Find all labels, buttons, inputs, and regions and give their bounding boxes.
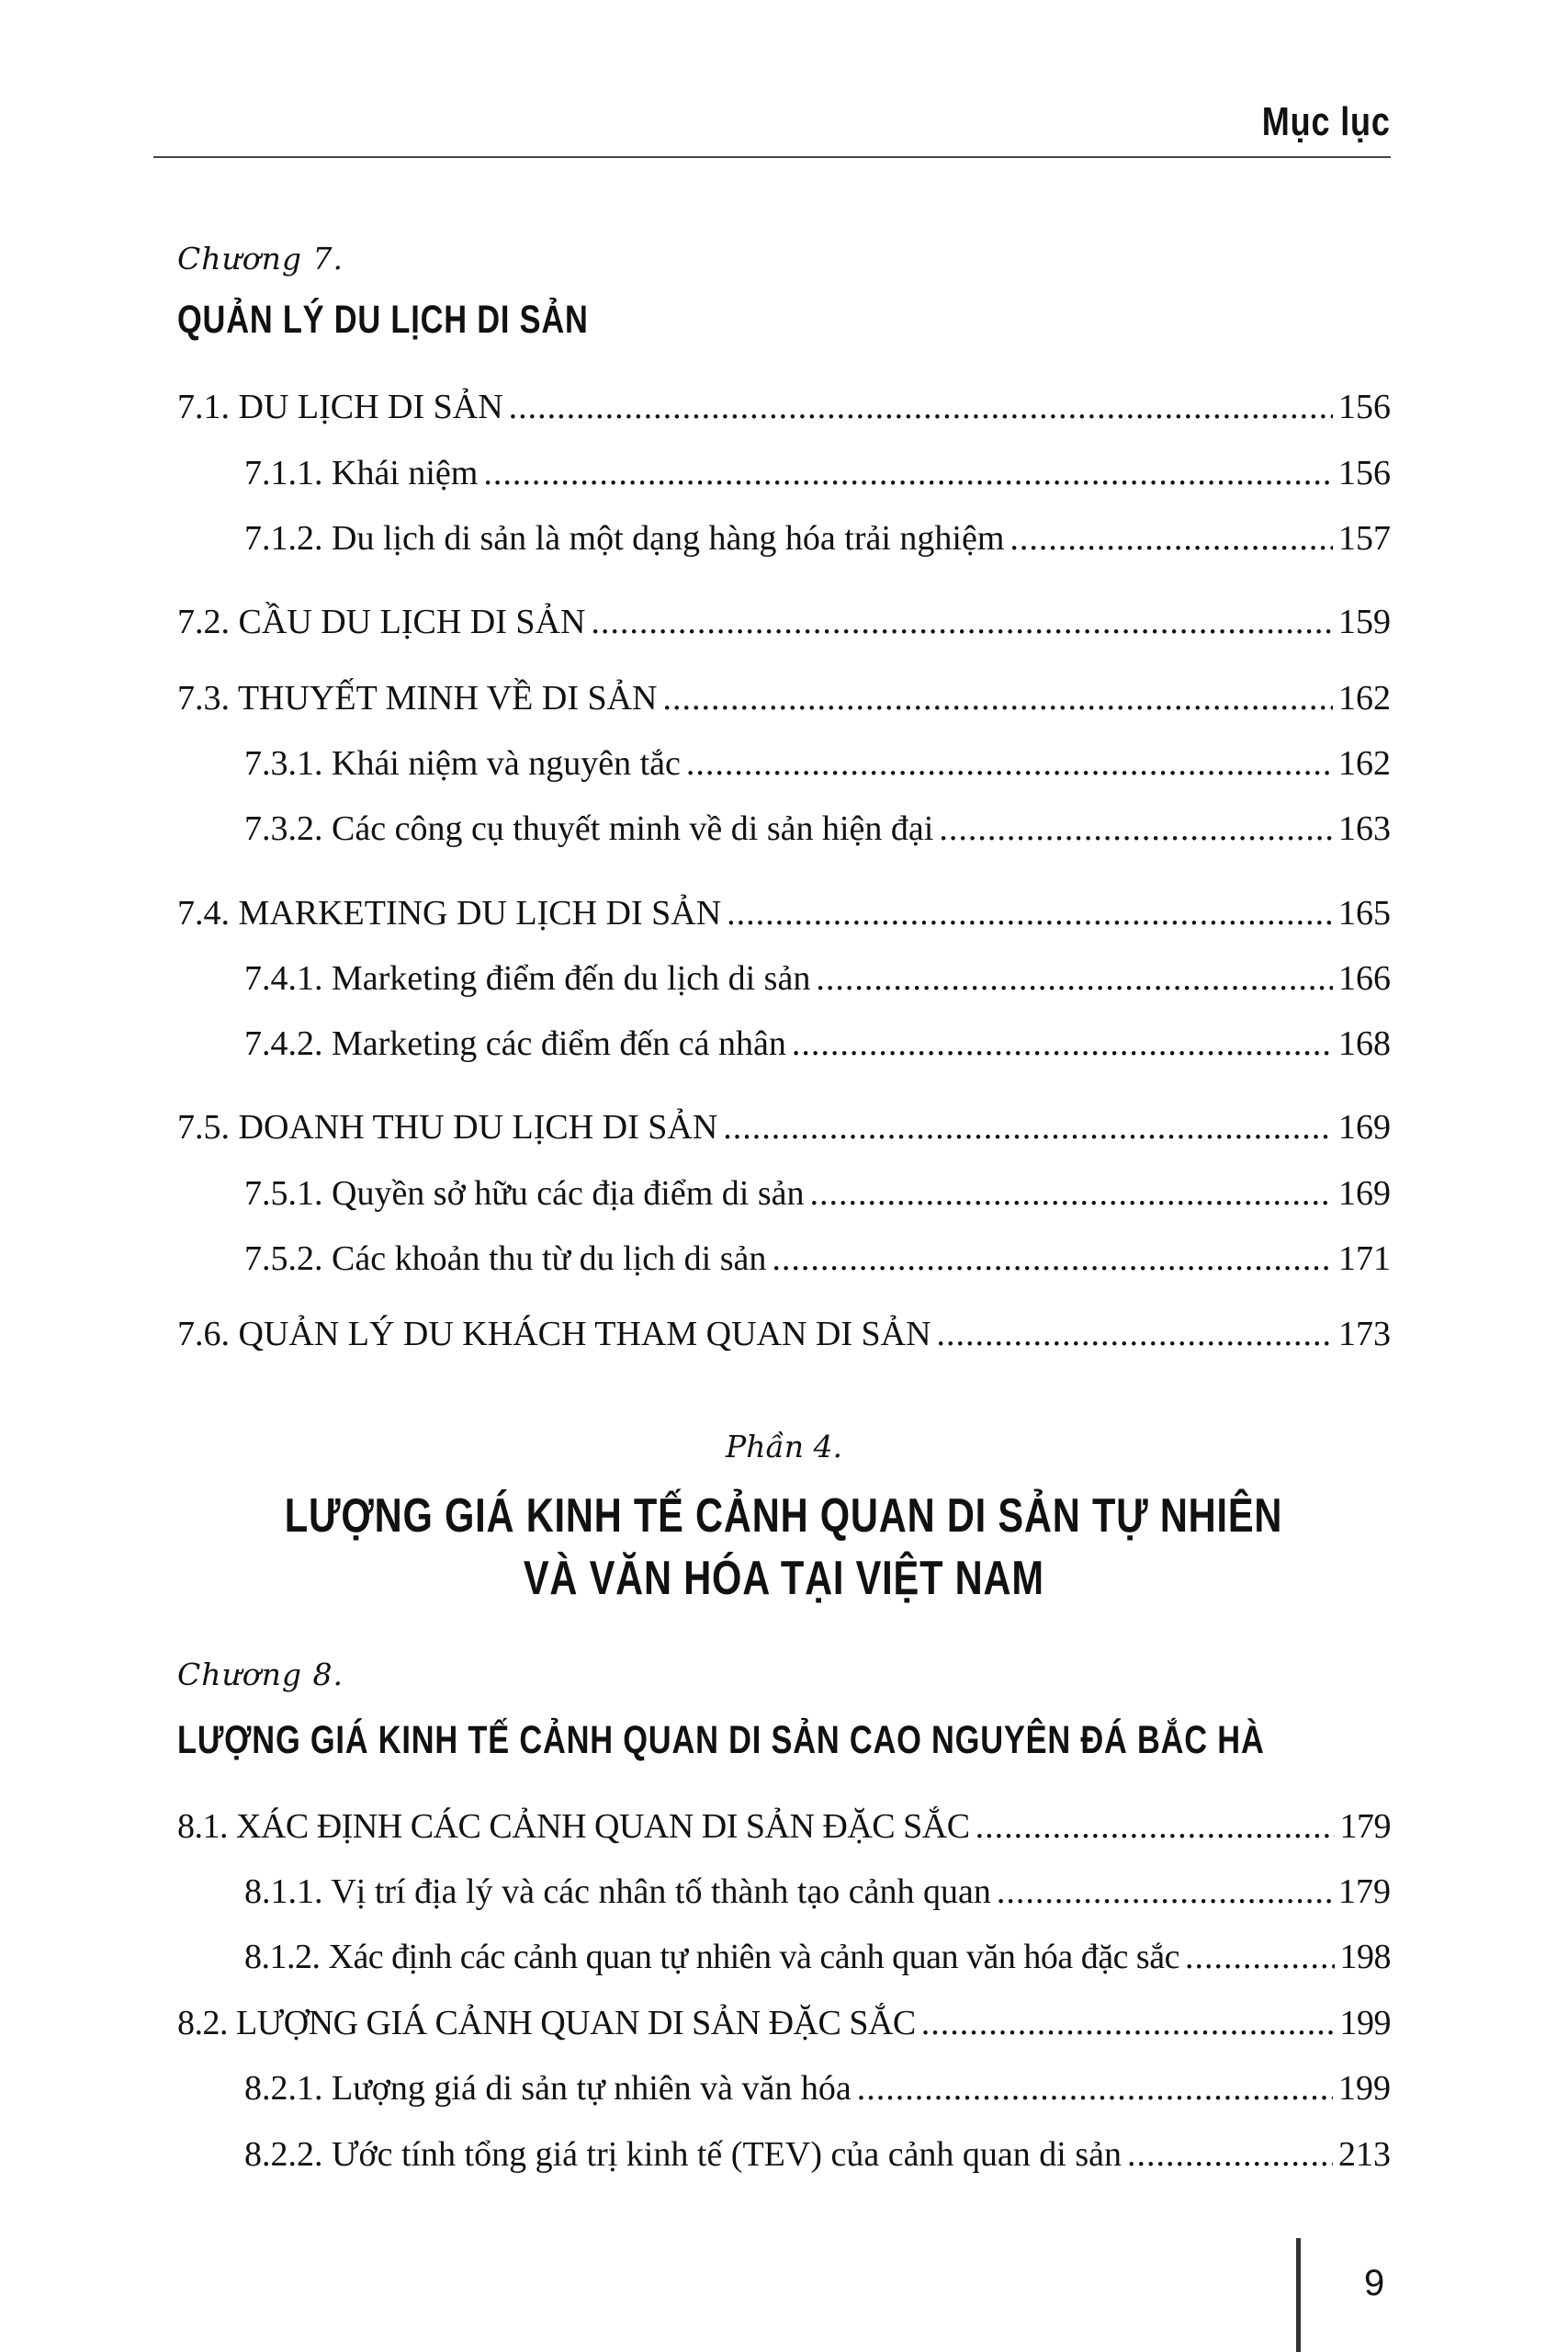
leader-dots: [997, 1871, 1333, 1912]
toc-entry[interactable]: [177, 893, 1391, 937]
toc-entry-label: 7.6. QUẢN LÝ DU KHÁCH THAM QUAN DI SẢN: [177, 1315, 931, 1353]
toc-entry-label: 7.1. DU LỊCH DI SẢN: [177, 388, 503, 426]
leader-dots: [921, 2003, 1335, 2043]
toc-entry-page: 162: [1338, 679, 1391, 718]
toc-entry-page: 179: [1338, 1872, 1391, 1911]
toc-entry-label: 7.5.2. Các khoản thu từ du lịch di sản: [244, 1239, 767, 1278]
footer-rule: [1296, 2238, 1301, 2352]
toc-entry-label: 7.3. THUYẾT MINH VỀ DI SẢN: [177, 679, 658, 718]
toc-entry-page: 165: [1338, 894, 1391, 933]
part-4-title-line-1: [0, 1488, 1568, 1544]
leader-dots: [937, 1314, 1333, 1354]
toc-entry[interactable]: [177, 2003, 1391, 2047]
leader-dots: [976, 1806, 1335, 1847]
leader-dots: [772, 1238, 1333, 1279]
leader-dots: [483, 453, 1333, 493]
toc-entry-label: 7.4.1. Marketing điểm đến du lịch di sản: [244, 959, 811, 998]
toc-entry[interactable]: [244, 958, 1391, 1002]
toc-entry-label: 7.1.1. Khái niệm: [244, 454, 479, 492]
toc-entry[interactable]: [177, 1314, 1391, 1358]
toc-entry-page: 159: [1338, 603, 1391, 641]
toc-entry-label: 8.1.1. Vị trí địa lý và các nhân tố thành tạo cảnh quan: [244, 1872, 991, 1911]
leader-dots: [509, 387, 1333, 427]
chapter-8-title: LƯỢNG GIÁ KINH TẾ CẢNH QUAN DI SẢN CAO NGUYÊN ĐÁ BẮC HÀ: [177, 1718, 1265, 1762]
leader-dots: [1185, 1937, 1335, 1977]
toc-entry[interactable]: [177, 678, 1391, 722]
toc-entry[interactable]: [177, 1806, 1391, 1850]
leader-dots: [857, 2068, 1333, 2109]
chapter-7-label: Chương 7.: [177, 241, 344, 277]
part-4-title-text-2: VÀ VĂN HÓA TẠI VIỆT NAM: [524, 1552, 1044, 1605]
toc-entry[interactable]: [244, 1238, 1391, 1283]
toc-entry-label: 7.3.2. Các công cụ thuyết minh về di sản hiện đại: [244, 809, 934, 848]
toc-entry[interactable]: [244, 743, 1391, 787]
toc-entry-page: 162: [1338, 744, 1391, 783]
leader-dots: [939, 808, 1333, 849]
running-header: Mục lục: [1261, 99, 1391, 144]
toc-entry[interactable]: [177, 387, 1391, 431]
toc-entry-label: 8.2.2. Ước tính tổng giá trị kinh tế (TEV) của cảnh quan di sản: [244, 2135, 1122, 2174]
toc-entry[interactable]: [244, 518, 1391, 562]
toc-entry-page: 171: [1338, 1239, 1391, 1278]
toc-entry-page: 156: [1338, 454, 1391, 492]
toc-entry[interactable]: [244, 1173, 1391, 1217]
toc-entry-label: 7.4.2. Marketing các điểm đến cá nhân: [244, 1024, 786, 1063]
header-rule: [153, 156, 1391, 158]
part-4-title-line-2: [0, 1551, 1568, 1606]
part-4-label: Phần 4.: [726, 1429, 842, 1464]
leader-dots: [792, 1023, 1333, 1064]
leader-dots: [816, 958, 1333, 999]
toc-entry[interactable]: [244, 1937, 1391, 1981]
toc-entry-page: 168: [1338, 1024, 1391, 1063]
toc-entry[interactable]: [244, 2068, 1391, 2112]
toc-entry-label: 7.2. CẦU DU LỊCH DI SẢN: [177, 603, 586, 641]
toc-entry-label: 8.1.2. Xác định các cảnh quan tự nhiên và cảnh quan văn hóa đặc sắc: [244, 1938, 1179, 1976]
toc-entry-label: 7.3.1. Khái niệm và nguyên tắc: [244, 744, 681, 783]
chapter-7-title: QUẢN LÝ DU LỊCH DI SẢN: [177, 298, 589, 342]
toc-entry-page: 199: [1338, 2069, 1391, 2108]
toc-entry-page: 179: [1339, 1807, 1391, 1846]
toc-entry-label: 7.1.2. Du lịch di sản là một dạng hàng hóa trải nghiệm: [244, 519, 1005, 558]
toc-entry-label: 7.5. DOANH THU DU LỊCH DI SẢN: [177, 1108, 718, 1147]
toc-entry-label: 8.1. XÁC ĐỊNH CÁC CẢNH QUAN DI SẢN ĐẶC SẮC: [177, 1807, 970, 1846]
page-number: 9: [1364, 2263, 1385, 2303]
leader-dots: [727, 893, 1333, 933]
leader-dots: [810, 1173, 1333, 1214]
toc-entry[interactable]: [244, 808, 1391, 853]
toc-entry-label: 8.2.1. Lượng giá di sản tự nhiên và văn hóa: [244, 2069, 852, 2108]
toc-entry-page: 156: [1338, 388, 1391, 426]
toc-entry-label: 7.5.1. Quyền sở hữu các địa điểm di sản: [244, 1174, 805, 1213]
toc-entry-page: 166: [1338, 959, 1391, 998]
toc-entry-page: 213: [1338, 2135, 1391, 2174]
toc-entry[interactable]: [244, 1023, 1391, 1068]
toc-entry-label: 8.2. LƯỢNG GIÁ CẢNH QUAN DI SẢN ĐẶC SẮC: [177, 2004, 916, 2042]
leader-dots: [1127, 2134, 1333, 2175]
leader-dots: [686, 743, 1333, 784]
leader-dots: [591, 602, 1333, 642]
leader-dots: [663, 678, 1334, 718]
toc-entry-page: 199: [1339, 2004, 1391, 2042]
toc-entry[interactable]: [244, 2134, 1391, 2178]
toc-entry[interactable]: [177, 1107, 1391, 1151]
toc-entry-page: 173: [1338, 1315, 1391, 1353]
leader-dots: [723, 1107, 1333, 1148]
chapter-8-label: Chương 8.: [177, 1657, 344, 1692]
toc-entry-page: 169: [1338, 1108, 1391, 1147]
toc-entry[interactable]: [177, 602, 1391, 646]
toc-entry[interactable]: [244, 453, 1391, 497]
toc-entry-page: 169: [1338, 1174, 1391, 1213]
toc-entry-label: 7.4. MARKETING DU LỊCH DI SẢN: [177, 894, 722, 933]
part-4-title-text-1: LƯỢNG GIÁ KINH TẾ CẢNH QUAN DI SẢN TỰ NHIÊN: [285, 1489, 1283, 1543]
leader-dots: [1010, 518, 1333, 559]
toc-entry-page: 157: [1338, 519, 1391, 558]
toc-entry-page: 198: [1339, 1938, 1391, 1976]
toc-entry-page: 163: [1338, 809, 1391, 848]
toc-entry[interactable]: [244, 1871, 1391, 1916]
